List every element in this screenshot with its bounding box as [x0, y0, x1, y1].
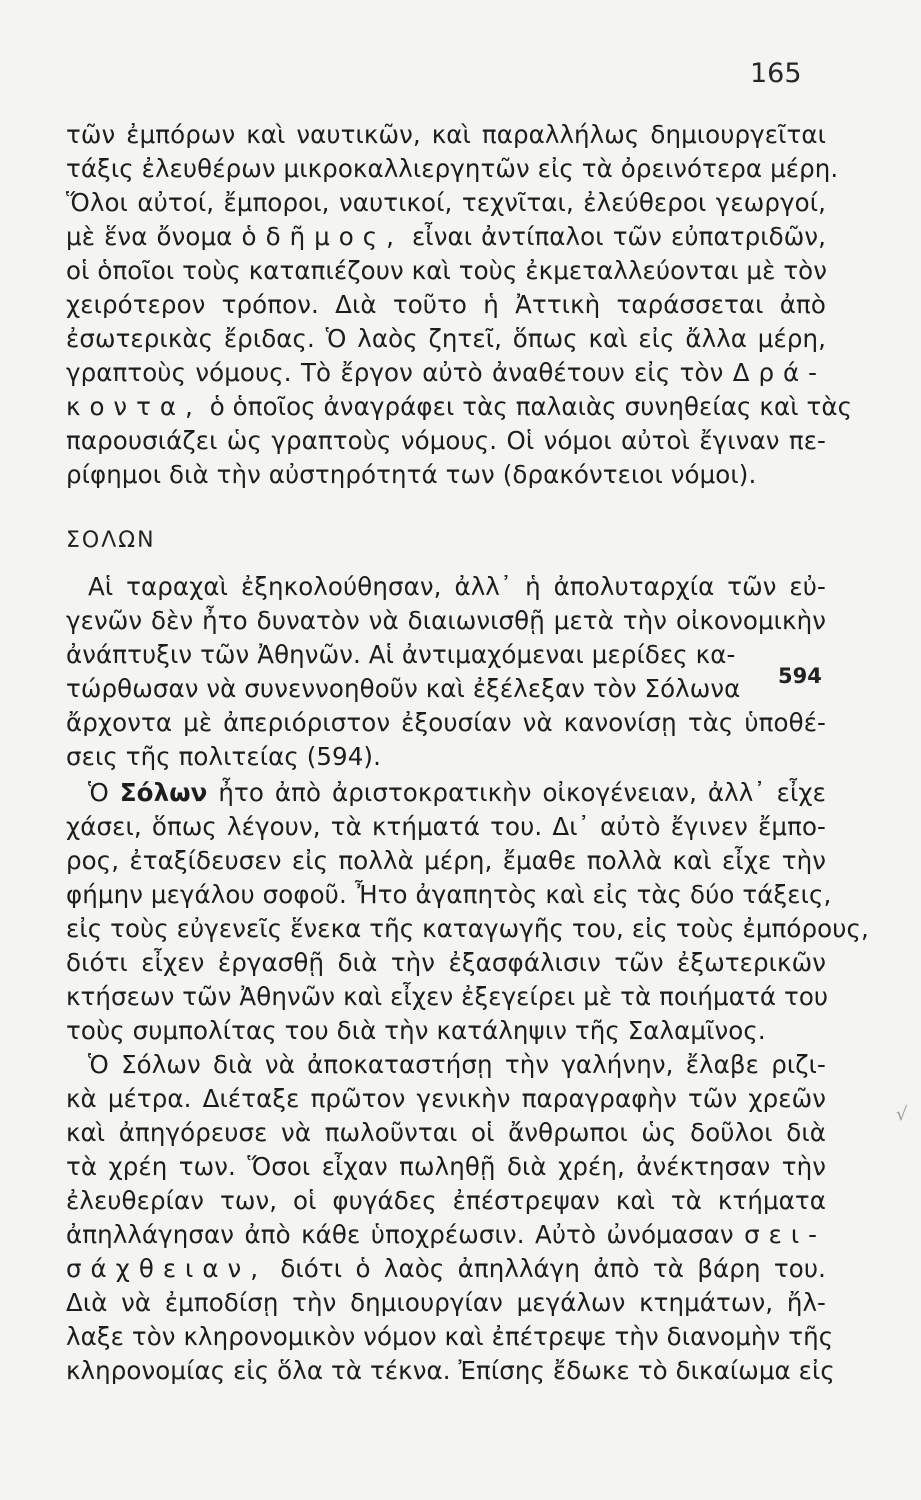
- pencil-check-icon: √: [896, 1104, 908, 1125]
- demos-prefix: μὲ ἕνα ὄνομα ὁ: [66, 222, 257, 251]
- text-line: κτήσεων τῶν Ἀθηνῶν καὶ εἶχεν ἐξεγείρει μὲ τὰ ποιήματά του: [66, 982, 829, 1011]
- seis-word: σάχθειαν,: [66, 1254, 267, 1283]
- text-line: γενῶν δὲν ἦτο δυνατὸν νὰ διαιωνισθῇ μετὰ τὴν οἰκονομικὴν: [66, 606, 826, 635]
- solon-suffix: ἦτο ἀπὸ ἀριστοκρατικὴν οἰκογένειαν, ἀλλ᾽ εἶχε: [218, 778, 826, 807]
- text-line: [66, 392, 853, 421]
- text-line: τοὺς συμπολίτας του διὰ τὴν κατάληψιν τῆς Σαλαμῖνος.: [66, 1016, 766, 1045]
- text-line: [88, 778, 826, 807]
- demos-suffix: εἶναι ἀντίπαλοι τῶν εὐπατριδῶν,: [411, 222, 826, 251]
- text-line: ἀνάπτυξιν τῶν Ἀθηνῶν. Αἱ ἀντιμαχόμεναι μερίδες κα-: [66, 640, 736, 669]
- text-line: σεις τῆς πολιτείας (594).: [66, 742, 381, 771]
- text-line: χάσει, ὅπως λέγουν, τὰ κτήματά του. Δι᾽ αὐτὸ ἔγινεν ἔμπο-: [66, 812, 826, 841]
- text-line: οἱ ὁποῖοι τοὺς καταπιέζουν καὶ τοὺς ἐκμεταλλεύονται μὲ τὸν: [66, 256, 828, 285]
- text-line: καὶ ἀπηγόρευσε νὰ πωλοῦνται οἱ ἄνθρωποι ὡς δοῦλοι διὰ: [66, 1118, 826, 1147]
- text-line: [66, 1254, 826, 1283]
- margin-year-note: 594: [778, 664, 822, 688]
- text-line: [66, 358, 826, 387]
- section-heading: ΣΟΛΩΝ: [66, 528, 156, 553]
- solon-bold: Σόλων: [119, 778, 208, 807]
- text-line: ἐσωτερικὰς ἔριδας. Ὁ λαὸς ζητεῖ, ὅπως καὶ εἰς ἄλλα μέρη,: [66, 324, 826, 353]
- text-line: τῶν ἐμπόρων καὶ ναυτικῶν, καὶ παραλλήλως δημιουργεῖται: [66, 120, 826, 149]
- demos-word: δῆμος,: [265, 222, 403, 251]
- text-line: κληρονομίας εἰς ὅλα τὰ τέκνα. Ἐπίσης ἔδωκε τὸ δικαίωμα εἰς: [66, 1356, 835, 1385]
- seis-prefix: ἀπηλλάγησαν ἀπὸ κάθε ὑποχρέωσιν. Αὐτὸ ὠνόμασαν: [66, 1220, 734, 1249]
- text-line: κὰ μέτρα. Διέταξε πρῶτον γενικὴν παραγραφὴν τῶν χρεῶν: [66, 1084, 826, 1113]
- drakon-prefix: γραπτοὺς νόμους. Τὸ ἔργον αὐτὸ ἀναθέτουν εἰς τὸν: [66, 358, 724, 387]
- text-line: [66, 1220, 826, 1249]
- text-line: ἄρχοντα μὲ ἀπεριόριστον ἐξουσίαν νὰ κανονίσῃ τὰς ὑποθέ-: [66, 708, 826, 737]
- drakon-suffix: ὁ ὁποῖος ἀναγράφει τὰς παλαιὰς συνηθείας καὶ τὰς: [209, 392, 853, 421]
- page-number: 165: [750, 58, 802, 89]
- text-line: [66, 222, 826, 251]
- text-line: Ὁ Σόλων διὰ νὰ ἀποκαταστήσῃ τὴν γαλήνην, ἔλαβε ριζι-: [88, 1050, 826, 1079]
- text-line: ρίφημοι διὰ τὴν αὐστηρότητά των (δρακόντειοι νόμοι).: [66, 460, 757, 489]
- text-line: Διὰ νὰ ἐμποδίσῃ τὴν δημιουργίαν μεγάλων κτημάτων, ἤλ-: [66, 1288, 826, 1317]
- text-line: φήμην μεγάλου σοφοῦ. Ἦτο ἀγαπητὸς καὶ εἰς τὰς δύο τάξεις,: [66, 880, 832, 909]
- text-line: εἰς τοὺς εὐγενεῖς ἕνεκα τῆς καταγωγῆς του, εἰς τοὺς ἐμπόρους,: [66, 914, 869, 943]
- seis-word: σει-: [744, 1220, 827, 1249]
- text-line: τάξις ἐλευθέρων μικροκαλλιεργητῶν εἰς τὰ ὀρεινότερα μέρη.: [66, 154, 839, 183]
- text-line: παρουσιάζει ὡς γραπτοὺς νόμους. Οἱ νόμοι αὐτοὶ ἔγιναν πε-: [66, 426, 826, 455]
- text-line: χειρότερον τρόπον. Διὰ τοῦτο ἡ Ἀττικὴ ταράσσεται ἀπὸ: [66, 290, 826, 319]
- text-line: τὰ χρέη των. Ὅσοι εἶχαν πωληθῇ διὰ χρέη, ἀνέκτησαν τὴν: [66, 1152, 826, 1181]
- drakon-word: Δρά-: [732, 358, 826, 387]
- text-line: τώρθωσαν νὰ συνεννοηθοῦν καὶ ἐξέλεξαν τὸν Σόλωνα: [66, 674, 741, 703]
- drakon-word: κοντα,: [66, 392, 202, 421]
- text-line: ρος, ἐταξίδευσεν εἰς πολλὰ μέρη, ἔμαθε πολλὰ καὶ εἶχε τὴν: [66, 846, 826, 875]
- text-line: Αἱ ταραχαὶ ἐξηκολούθησαν, ἀλλ᾽ ἡ ἀπολυταρχία τῶν εὐ-: [88, 572, 826, 601]
- text-line: διότι εἶχεν ἐργασθῇ διὰ τὴν ἐξασφάλισιν τῶν ἐξωτερικῶν: [66, 948, 826, 977]
- solon-prefix: Ὁ: [88, 778, 109, 807]
- seis-suffix: διότι ὁ λαὸς ἀπηλλάγη ἀπὸ τὰ βάρη του.: [280, 1254, 827, 1283]
- text-line: λαξε τὸν κληρονομικὸν νόμον καὶ ἐπέτρεψε τὴν διανομὴν τῆς: [66, 1322, 834, 1351]
- text-line: ἐλευθερίαν των, οἱ φυγάδες ἐπέστρεψαν καὶ τὰ κτήματα: [66, 1186, 826, 1215]
- text-line: Ὅλοι αὐτοί, ἔμποροι, ναυτικοί, τεχνῖται, ἐλεύθεροι γεωργοί,: [66, 188, 826, 217]
